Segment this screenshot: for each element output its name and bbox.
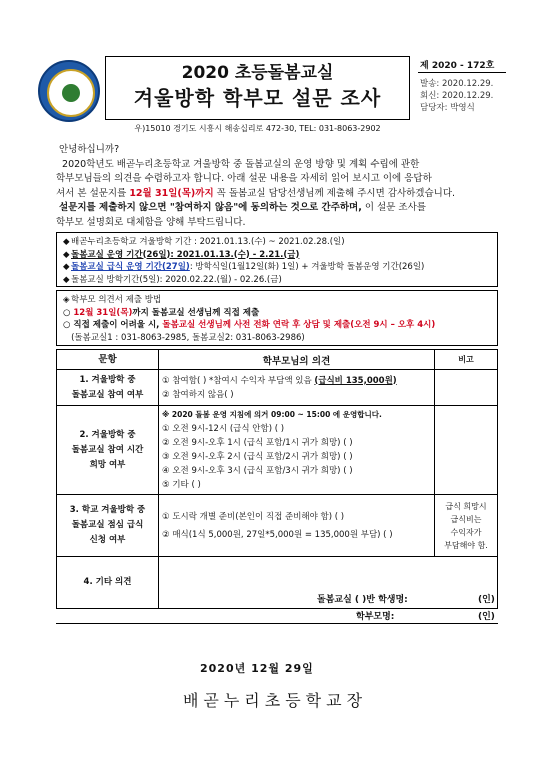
- header-remark: 비고: [435, 350, 498, 370]
- document-number: 제 2020 - 172호: [420, 61, 495, 71]
- title-line2: 겨울방학 학부모 설문 조사: [133, 86, 382, 110]
- meta-divider: [418, 72, 506, 73]
- greeting: 안녕하십니까?: [59, 144, 120, 155]
- q2-option-5[interactable]: ⑤ 기타 ( ): [162, 480, 201, 490]
- q3-remark-line1: 급식 희망시: [445, 501, 487, 511]
- intro-line4-quote: "참여하지 않음"에 동의하는 것으로 간주하며,: [169, 202, 362, 213]
- diamond-icon: ◆: [63, 249, 70, 260]
- q3-label-line3: 신청 여부: [89, 535, 126, 545]
- logo-emblem: [62, 84, 80, 102]
- intro-line1: 2020학년도 배곧누리초등학교 겨울방학 중 돌봄교실의 운영 방향 및 계획 수립에 관한: [62, 158, 420, 170]
- schedule-box: [56, 232, 498, 287]
- q2-options: [159, 406, 435, 495]
- intro-line3-pre: 셔서 본 설문지를: [56, 187, 130, 199]
- q2-option-3[interactable]: ③ 오전 9시-오후 2시 (급식 포함/2시 귀가 희망) ( ): [162, 452, 353, 462]
- diamond-icon: ◆: [63, 274, 70, 285]
- submission-box: ◈학부모 의견서 제출 방법 ○ 12월 31일(목)까지 돌봄교실 선생님께 직접 제출 ○ 직접 제출이 어려울 시, 돌봄교실 선생님께 사전 전화 연락 후 상담 및 제출(오전 9시 – 오후 4시) (돌봄교실1 : 031-8063-2985, 돌봄교실2: 031-8063-2986): [56, 290, 498, 346]
- header-question: 문항: [57, 350, 159, 370]
- meal-period-detail: : 방학식일(1월12일(화) 1일) + 겨울방학 돌봄운영 기간(26일): [189, 262, 425, 272]
- q1-option-2[interactable]: ② 참여하지 않음( ): [162, 389, 234, 400]
- diamond-icon: ◆: [63, 262, 70, 272]
- phone-numbers: (돌봄교실1 : 031-8063-2985, 돌봄교실2: 031-8063-2986): [71, 332, 305, 343]
- q2-label-line3: 희망 여부: [89, 459, 126, 470]
- q2-note: ※ 2020 돌봄 운영 지침에 의거 09:00 ~ 15:00 에 운영합니다.: [162, 410, 382, 419]
- q3-label-line1: 3. 학교 겨울방학 중: [69, 505, 146, 515]
- school-address: 우)15010 경기도 시흥시 해송십리로 472-30, TEL: 031-8063-2902: [134, 124, 381, 133]
- q1-option-1[interactable]: [162, 374, 431, 388]
- submission-deadline: 12월 31일(목): [73, 307, 133, 318]
- table-row: [57, 406, 498, 495]
- intro-line2: 학부모님들의 의견을 수렴하고자 합니다. 아래 설문 내용을 자세히 읽어 보시고 이에 응답하: [56, 173, 432, 184]
- q1-remark: [435, 370, 498, 406]
- intro-line4-post: 이 설문 조사를: [361, 202, 426, 213]
- intro-line5: 학부모 설명회로 대체함을 양해 부탁드립니다.: [56, 216, 246, 228]
- issue-date: 2020년 12월 29일: [200, 662, 314, 675]
- student-seal: (인): [478, 595, 495, 605]
- q3-options: [159, 495, 435, 557]
- meal-period-label: 돌봄교실 급식 운영 기간(27일): [71, 262, 190, 272]
- q3-option-2[interactable]: ② 매식(1식 5,000원, 27일*5,000원 = 135,000원 부담) ( ): [162, 529, 393, 540]
- student-name-label: 돌봄교실 ( )반 학생명:: [317, 595, 408, 605]
- q1-options: [159, 370, 435, 406]
- care-period: 돌봄교실 운영 기간(26일): 2021.01.13.(수) - 2.21.(금): [71, 249, 300, 260]
- q3-remark-line3: 수익자가: [450, 527, 482, 537]
- sent-date: 발송: 2020.12.29.: [420, 79, 494, 89]
- vacation-period: 배곧누리초등학교 겨울방학 기간 : 2021.01.13.(수) ~ 2021.02.28.(일): [71, 237, 345, 247]
- table-header-row: [57, 350, 498, 370]
- intro-text: [56, 143, 496, 230]
- title-line1: 2020 초등돌봄교실: [181, 63, 334, 83]
- q3-label-line2: 돌봄교실 점심 급식: [71, 520, 144, 530]
- q2-option-4[interactable]: ④ 오전 9시-오후 3시 (급식 포함/3시 귀가 희망) ( ): [162, 466, 353, 476]
- table-row: [57, 557, 498, 609]
- bottom-divider: [56, 623, 498, 624]
- school-principal: 배곧누리초등학교장: [182, 691, 368, 710]
- q3-label: [57, 495, 159, 557]
- q3-remark: [435, 495, 498, 557]
- q3-option-1[interactable]: ① 도시락 개별 준비(본인이 직접 준비해야 함) ( ): [162, 511, 345, 522]
- logo-ring: [47, 69, 95, 117]
- table-row: [57, 495, 498, 557]
- q2-label-line1: 2. 겨울방학 중: [79, 429, 136, 440]
- q2-option-2[interactable]: ② 오전 9시-오후 1시 (급식 포함/1시 귀가 희망) ( ): [162, 438, 353, 448]
- intro-line3-post: 꼭 돌봄교실 담당선생님께 제출해 주시면 감사하겠습니다.: [213, 187, 456, 199]
- q1-label-line1: 1. 겨울방학 중: [79, 374, 136, 385]
- teacher-name: 담당자: 박영식: [420, 103, 475, 113]
- q1-option-1-text: ① 참여함( ) *참여시 수익자 부담액 있음: [162, 375, 315, 386]
- q2-label-line2: 돌봄교실 참여 시간: [71, 444, 144, 455]
- header-opinion: 학부모님의 의견: [159, 350, 435, 370]
- q4-label: 4. 기타 의견: [57, 557, 159, 609]
- q3-remark-line4: 부담해야 함.: [444, 540, 488, 550]
- q2-option-1[interactable]: ① 오전 9시-12시 (급식 안함) ( ): [162, 424, 285, 434]
- submission-title: 학부모 의견서 제출 방법: [71, 295, 162, 305]
- submission-method2-pre: 직접 제출이 어려울 시,: [73, 320, 163, 330]
- parent-seal: (인): [478, 612, 495, 622]
- q3-remark-line2: 급식비는: [450, 514, 482, 524]
- survey-table: [56, 349, 498, 609]
- table-row: [57, 370, 498, 406]
- q2-label: [57, 406, 159, 495]
- q1-label: [57, 370, 159, 406]
- reply-date: 회신: 2020.12.29.: [420, 91, 494, 101]
- diamond-icon: ◆: [63, 237, 70, 247]
- submission-method2-detail: 돌봄교실 선생님께 사전 전화 연락 후 상담 및 제출(오전 9시 – 오후 4시): [162, 320, 436, 330]
- deadline-text: 12월 31일(목)까지: [129, 187, 214, 199]
- care-break-period: 돌봄교실 방학기간(5일): 2020.02.22.(월) - 02.26.(금): [71, 274, 282, 285]
- parent-name-label: 학부모명:: [356, 612, 395, 622]
- q1-label-line2: 돌봄교실 참여 여부: [71, 389, 144, 400]
- school-logo: [38, 60, 100, 122]
- intro-line4-pre: 설문지를 제출하지 않으면: [59, 202, 170, 213]
- q2-remark: [435, 406, 498, 495]
- submission-method1: 까지 돌봄교실 선생님께 직접 제출: [132, 307, 260, 318]
- diamond-icon: ◈: [63, 295, 70, 305]
- meal-fee: (급식비 135,000원): [314, 375, 397, 386]
